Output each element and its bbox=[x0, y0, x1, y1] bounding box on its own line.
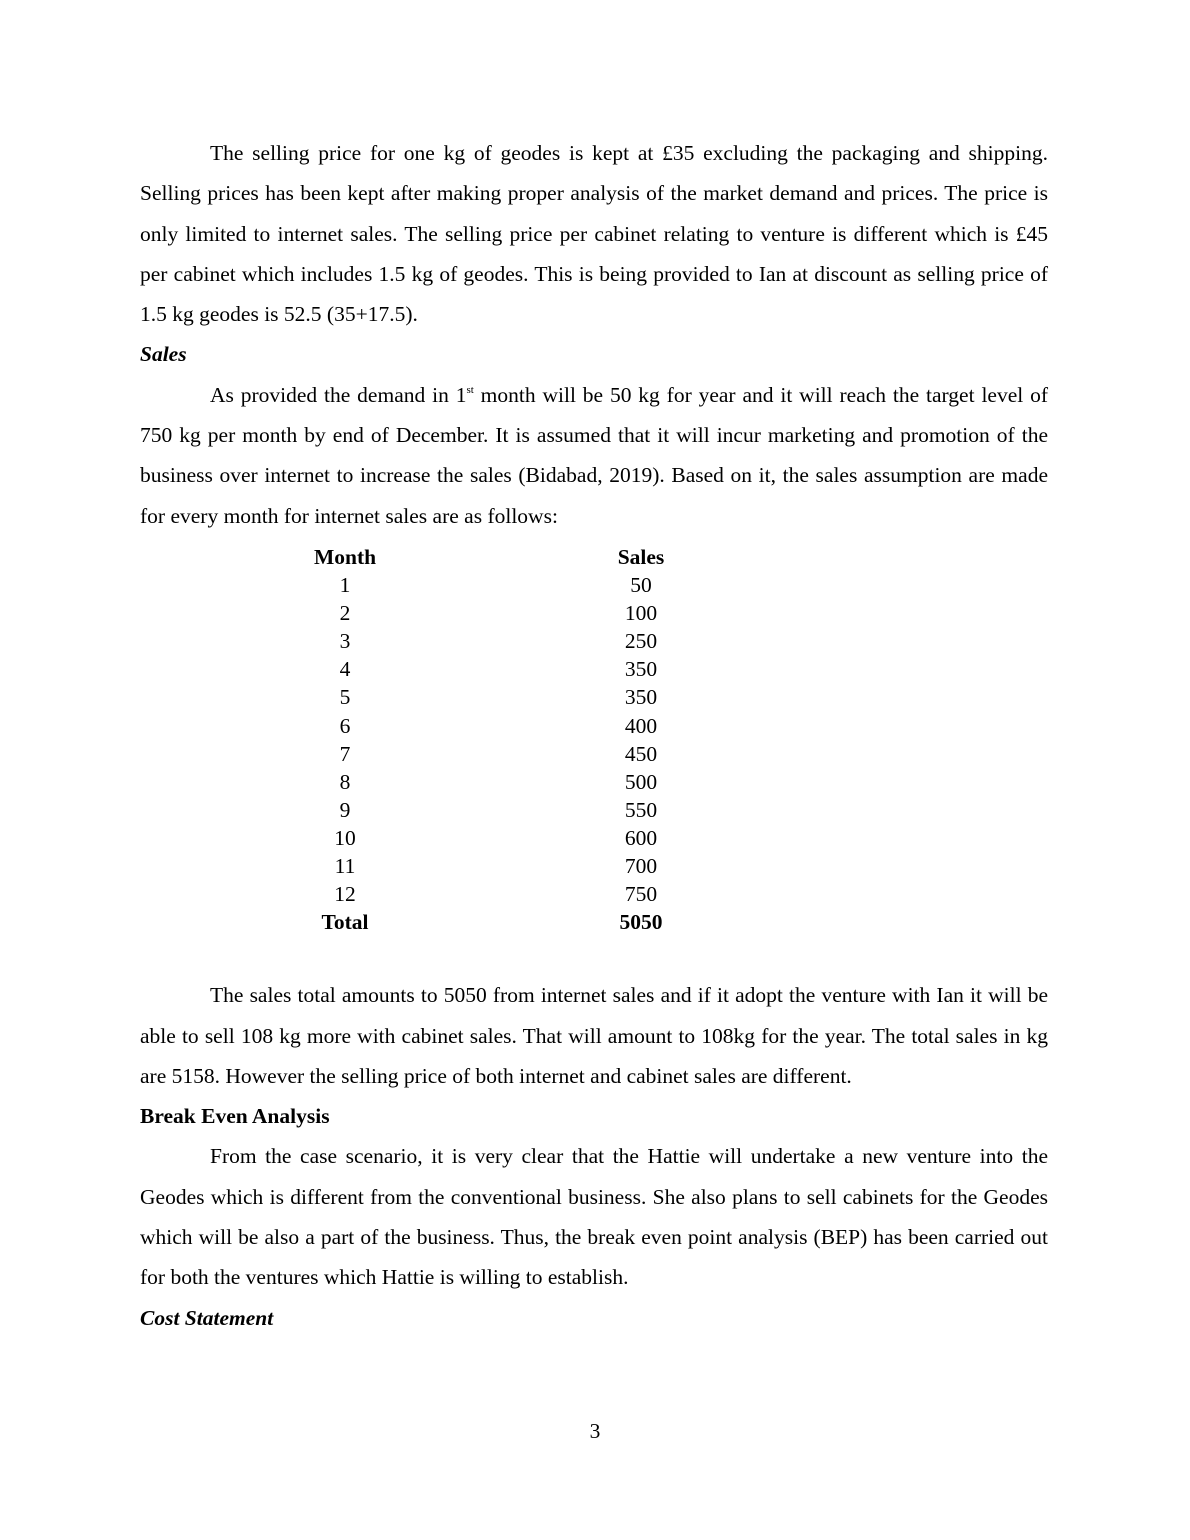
sales-cell: 350 bbox=[624, 657, 658, 682]
table-row bbox=[260, 824, 852, 852]
month-cell: 10 bbox=[334, 825, 356, 850]
monthly-sales-table bbox=[260, 543, 852, 936]
table-row bbox=[260, 880, 852, 908]
table-row bbox=[260, 796, 852, 824]
intro-paragraph: The selling price for one kg of geodes is kept at £35 excluding the packaging and shipping. Selling prices has been kept after making proper analysis of the market demand and prices. The price is only limited to internet sales. The selling price per cabinet relating to venture is different which is £45 per cabinet which includes 1.5 kg of geodes. This is being provided to Ian at discount as selling price of 1.5 kg geodes is 52.5 (35+17.5). bbox=[140, 141, 1048, 327]
table-total-row bbox=[260, 908, 852, 936]
sales-cell: 350 bbox=[624, 685, 658, 710]
sales-paragraph-start: As provided the demand in 1 bbox=[210, 382, 467, 407]
sales-cell: 50 bbox=[630, 573, 652, 598]
table-row bbox=[260, 571, 852, 599]
sales-cell: 550 bbox=[624, 797, 658, 822]
month-column-header: Month bbox=[313, 544, 377, 569]
sales-total-paragraph: The sales total amounts to 5050 from internet sales and if it adopt the venture with Ian it will be able to sell 108 kg more with cabinet sales. That will amount to 108kg for the year. The total sales in kg are 5158. However the selling price of both internet and cabinet sales are different. bbox=[140, 983, 1048, 1088]
page-number: 3 bbox=[589, 1419, 601, 1443]
table-row bbox=[260, 852, 852, 880]
table-row bbox=[260, 627, 852, 655]
month-cell: 4 bbox=[339, 657, 351, 682]
total-value: 5050 bbox=[619, 910, 663, 935]
month-cell: 3 bbox=[339, 629, 351, 654]
month-cell: 8 bbox=[339, 769, 351, 794]
month-cell: 11 bbox=[334, 854, 356, 878]
sales-cell: 600 bbox=[624, 825, 658, 850]
sales-cell: 400 bbox=[624, 713, 658, 738]
sales-cell: 100 bbox=[624, 601, 658, 626]
table-row bbox=[260, 683, 852, 711]
table-row bbox=[260, 768, 852, 796]
sales-cell: 500 bbox=[624, 769, 658, 794]
sales-cell: 450 bbox=[624, 741, 658, 766]
total-label: Total bbox=[321, 910, 369, 935]
table-row bbox=[260, 655, 852, 683]
table-row bbox=[260, 740, 852, 768]
month-cell: 7 bbox=[339, 741, 351, 766]
month-cell: 2 bbox=[339, 601, 351, 626]
month-cell: 12 bbox=[334, 882, 356, 907]
month-cell: 5 bbox=[339, 685, 351, 710]
cost-statement-heading: Cost Statement bbox=[140, 1305, 274, 1330]
month-cell: 1 bbox=[339, 573, 351, 598]
month-cell: 9 bbox=[339, 797, 351, 822]
sales-paragraph-rest: month will be 50 kg for year and it will reach the target level of 750 kg per month by end of December. It is assumed that it will incur marketing and promotion of the business over internet to increase the sales (Bidabad, 2019). Based on it, the sales assumption are made for every month for internet sales are as follows: bbox=[140, 382, 1048, 528]
sales-cell: 700 bbox=[624, 854, 658, 878]
table-row bbox=[260, 599, 852, 627]
sales-heading: Sales bbox=[140, 342, 187, 367]
sales-cell: 750 bbox=[624, 882, 658, 907]
document-page-body bbox=[140, 133, 1048, 1338]
sales-paragraph bbox=[140, 375, 1048, 536]
table-row bbox=[260, 712, 852, 740]
sales-cell: 250 bbox=[624, 629, 658, 654]
break-even-paragraph: From the case scenario, it is very clear that the Hattie will undertake a new venture into the Geodes which is different from the conventional business. She also plans to sell cabinets for the Geodes which will be also a part of the business. Thus, the break even point analysis (BEP) has been carried out for both the ventures which Hattie is willing to establish. bbox=[140, 1144, 1048, 1290]
table-header-row bbox=[260, 543, 852, 571]
ordinal-superscript: st bbox=[466, 383, 474, 396]
break-even-heading: Break Even Analysis bbox=[140, 1104, 330, 1129]
sales-column-header: Sales bbox=[617, 544, 665, 569]
month-cell: 6 bbox=[339, 713, 351, 738]
